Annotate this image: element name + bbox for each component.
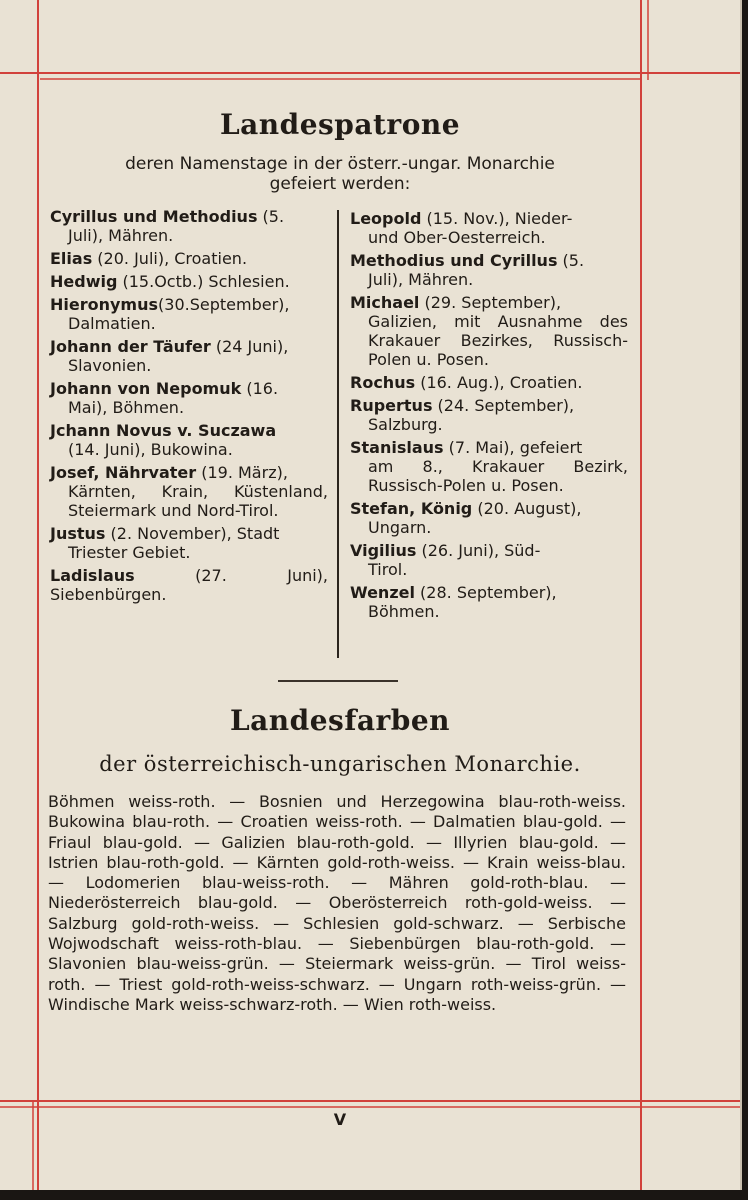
- patron-entry: [50, 463, 328, 520]
- page-number: V: [333, 1110, 347, 1129]
- patron-name: Vigilius: [350, 541, 417, 560]
- patrons-subtitle-line2: gefeiert werden:: [269, 174, 411, 194]
- patron-region: Dalmatien.: [68, 314, 156, 333]
- patron-region: Galizien, mit Ausnahme des Krakauer Bezirkes, Russisch-Polen u. Posen.: [368, 312, 628, 369]
- patrons-subtitle: [40, 154, 640, 194]
- patron-region: Triester Gebiet.: [68, 543, 191, 562]
- patron-date-region: (26. Juni), Süd-: [416, 541, 541, 560]
- patron-entry: [350, 499, 628, 537]
- footer-rule-2: [0, 1106, 740, 1108]
- column-divider: [337, 210, 339, 658]
- patron-name: Johann der Täufer: [50, 337, 211, 356]
- patron-date-region: (19. März),: [196, 463, 288, 482]
- patron-entry: [350, 541, 628, 579]
- patron-date-region: (29. September),: [419, 293, 562, 312]
- patron-entry: [350, 583, 628, 621]
- patron-name: Justus: [50, 524, 106, 543]
- patron-name: Josef, Nährvater: [50, 463, 197, 482]
- patron-name: Rupertus: [350, 396, 433, 415]
- patron-name: Cyrillus und Methodius: [50, 207, 258, 226]
- patron-entry: [50, 249, 328, 268]
- patron-region: (14. Juni), Bukowina.: [68, 440, 233, 459]
- patrons-title: Landespatrone: [219, 108, 461, 141]
- patrons-right-column: [350, 209, 628, 625]
- patron-date-region: (28. September),: [414, 583, 557, 602]
- patron-name: Stefan, König: [350, 499, 473, 518]
- patron-entry: [50, 421, 328, 459]
- patron-region: am 8., Krakauer Bezirk, Russisch-Polen u. Posen.: [368, 457, 628, 495]
- patron-entry: [350, 438, 628, 495]
- patrons-subtitle-line1: deren Namenstage in der österr.-ungar. Monarchie: [125, 154, 555, 174]
- patron-entry: [50, 524, 328, 562]
- patron-region: Ungarn.: [368, 518, 432, 537]
- patron-name: Hieronymus: [50, 295, 159, 314]
- patron-name: Methodius und Cyrillus: [350, 251, 558, 270]
- patron-region: Salzburg.: [368, 415, 443, 434]
- patron-entry: [350, 209, 628, 247]
- patron-entry: [350, 251, 628, 289]
- patron-region: und Ober-Oesterreich.: [368, 228, 546, 247]
- patron-name: Rochus: [350, 373, 416, 392]
- patron-region: Mai), Böhmen.: [68, 398, 185, 417]
- patron-region: Juli), Mähren.: [68, 226, 174, 245]
- patron-date-region: (15.Octb.) Schlesien.: [117, 272, 290, 291]
- patron-entry: [50, 295, 328, 333]
- footer-rule: [0, 1100, 740, 1102]
- colors-title: Landesfarben: [229, 704, 451, 737]
- margin-rule-right: [640, 0, 642, 1190]
- patron-entry: [50, 337, 328, 375]
- patron-date-region: (2. November), Stadt: [105, 524, 280, 543]
- patron-date-region: (24. September),: [432, 396, 575, 415]
- section-divider: [278, 680, 398, 682]
- colors-paragraph: Böhmen weiss-roth. — Bosnien und Herzegowina blau-roth-weiss. Bukowina blau-roth. — Croatien weiss-roth. — Dalmatien blau-gold. — Friaul blau-gold. — Galizien blau-roth-gold. — Illyrien blau-gold. — Istrien blau-roth-gold. — Kärnten gold-roth-weiss. — Krain weiss-blau. — Lodomerien blau-weiss-roth. — Mähren gold-roth-blau. — Niederösterreich blau-gold. — Oberösterreich roth-gold-weiss. — Salzburg gold-roth-weiss. — Schlesien gold-schwarz. — Serbische Wojwodschaft weiss-roth-blau. — Siebenbürgen blau-roth-gold. — Slavonien blau-weiss-grün. — Steiermark weiss-grün. — Tirol weiss-roth. — Triest gold-roth-weiss-schwarz. — Ungarn roth-weiss-grün. — Windische Mark weiss-schwarz-roth. — Wien roth-weiss.: [48, 792, 626, 1014]
- patron-name: Leopold: [350, 209, 422, 228]
- patron-name: Johann von Nepomuk: [50, 379, 242, 398]
- patron-name: Jchann Novus v. Suczawa: [50, 421, 277, 440]
- patron-region: Tirol.: [368, 560, 408, 579]
- patron-date-region: (5.: [257, 207, 285, 226]
- patron-region: Slavonien.: [68, 356, 152, 375]
- patron-name: Wenzel: [350, 583, 415, 602]
- patron-entry: [350, 293, 628, 369]
- patron-name: Hedwig: [50, 272, 118, 291]
- header-rule-2: [40, 78, 640, 80]
- patron-region: Böhmen.: [368, 602, 440, 621]
- patron-entry: [50, 566, 328, 604]
- patron-entry: [50, 207, 328, 245]
- patron-name: Stanislaus: [350, 438, 444, 457]
- header-rule: [0, 72, 740, 74]
- margin-rule-left-outer: [32, 1100, 34, 1190]
- patron-date-region: (5.: [557, 251, 585, 270]
- patron-date-region: (27. Juni), Siebenbürgen.: [50, 566, 328, 604]
- patron-date-region: (24 Juni),: [210, 337, 289, 356]
- patron-name: Elias: [50, 249, 93, 268]
- patron-date-region: (16.: [241, 379, 279, 398]
- patrons-left-column: [50, 207, 328, 608]
- patron-date-region: (16. Aug.), Croatien.: [415, 373, 583, 392]
- colors-subtitle: der österreichisch-ungarischen Monarchie.: [99, 752, 581, 776]
- patron-entry: [350, 396, 628, 434]
- margin-rule-left: [37, 0, 39, 1190]
- patron-entry: [50, 379, 328, 417]
- patron-date-region: (20. August),: [472, 499, 582, 518]
- patron-name: Michael: [350, 293, 420, 312]
- patron-date-region: (15. Nov.), Nieder-: [421, 209, 573, 228]
- patron-date-region: (7. Mai), gefeiert: [443, 438, 583, 457]
- margin-rule-right-outer: [647, 0, 649, 80]
- patron-entry: [50, 272, 328, 291]
- patron-region: Kärnten, Krain, Küstenland, Steiermark und Nord-Tirol.: [68, 482, 328, 520]
- patron-date-region: (30.September),: [158, 295, 290, 314]
- patron-region: Juli), Mähren.: [368, 270, 474, 289]
- patron-entry: [350, 373, 628, 392]
- patron-name: Ladislaus: [50, 566, 135, 585]
- patron-date-region: (20. Juli), Croatien.: [92, 249, 248, 268]
